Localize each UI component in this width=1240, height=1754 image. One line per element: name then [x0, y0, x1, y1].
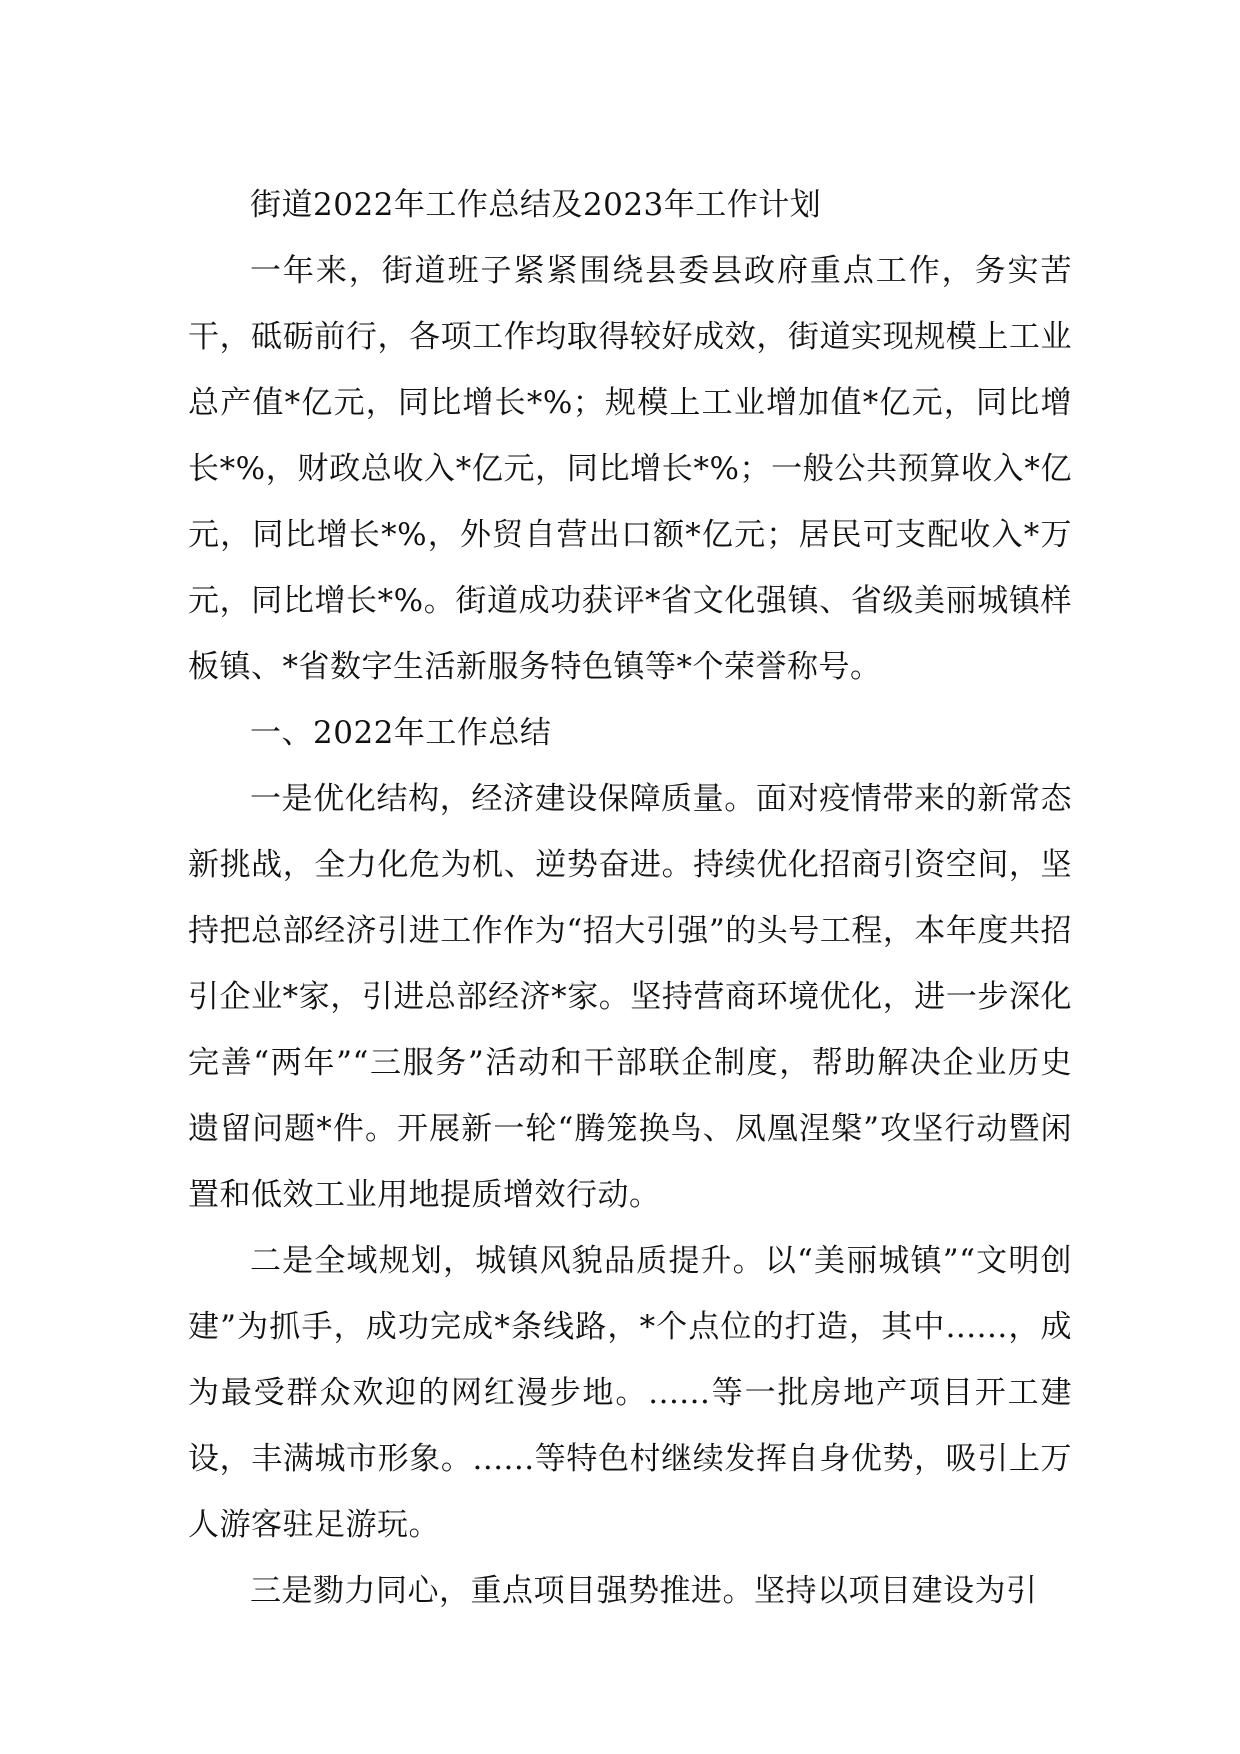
paragraph-town-planning: 二是全域规划，城镇风貌品质提升。以“美丽城镇”“文明创建”为抓手，成功完成*条线路，*个点位的打造，其中......，成为最受群众欢迎的网红漫步地。......等一批房地产项目开工建设，丰满城市形象。......等特色村继续发挥自身优势，吸引上万人游客驻足游玩。 [188, 1243, 1072, 1543]
document-body [188, 172, 1072, 1624]
intro-paragraph: 一年来，街道班子紧紧围绕县委县政府重点工作，务实苦干，砥砺前行，各项工作均取得较好成效，街道实现规模上工业总产值*亿元，同比增长*%；规模上工业增加值*亿元，同比增长*%，财政总收入*亿元，同比增长*%；一般公共预算收入*亿元，同比增长*%，外贸自营出口额*亿元；居民可支配收入*万元，同比增长*%。街道成功获评*省文化强镇、省级美丽城镇样板镇、*省数字生活新服务特色镇等*个荣誉称号。 [188, 253, 1072, 685]
paragraph-economic-structure: 一是优化结构，经济建设保障质量。面对疫情带来的新常态新挑战，全力化危为机、逆势奋进。持续优化招商引资空间，坚持把总部经济引进工作作为“招大引强”的头号工程，本年度共招引企业*家，引进总部经济*家。坚持营商环境优化，进一步深化完善“两年”“三服务”活动和干部联企制度，帮助解决企业历史遗留问题*件。开展新一轮“腾笼换鸟、凤凰涅槃”攻坚行动暨闲置和低效工业用地提质增效行动。 [188, 781, 1072, 1213]
section-heading-2022-summary: 一、2022年工作总结 [250, 715, 552, 751]
document-title: 街道2022年工作总结及2023年工作计划 [250, 187, 822, 223]
paragraph-key-projects: 三是勠力同心，重点项目强势推进。坚持以项目建设为引 [250, 1573, 1038, 1609]
